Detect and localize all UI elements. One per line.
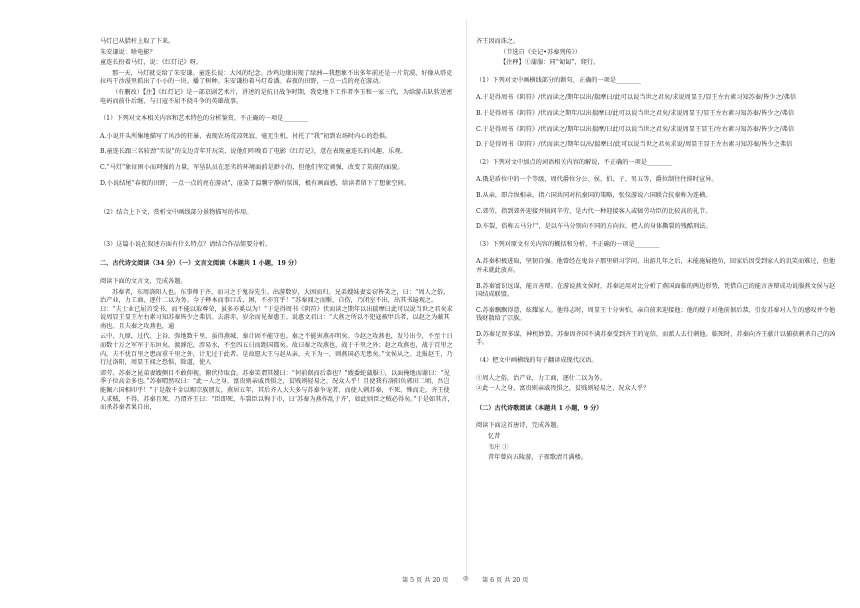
poem-line: 昔年曾向五陵游，子夜歌清月满楼。 [488,454,587,462]
poem-title: 忆昔 [488,433,501,441]
annotation-note: 【注释】①蒲服：同“匍匐”，爬行。 [500,59,600,67]
section-heading: 二、古代诗文阅读（34 分）（一）文言文阅读（本题共 1 小题，19 分） [100,260,301,268]
page-number-left: 第 5 页 共 20 页 [402,577,449,584]
story-note: （有删改）【注】《红灯记》是一部京剧艺术片，讲述的是抗日战争时期，我党地下工作者李玉和一家三代，为给游击队转送密电码而前仆后继、与日寇不屈不挠斗争的英雄故事。 [100,88,453,105]
option-c: C.于是得周书《阴符》/伏而读之/期年以出揣摩/曰此可以说当世之君矣/求说周显王显王/左右素习知苏秦/皆少之/弗信 [476,125,795,133]
passage-end: 齐王因而诛之。 [476,38,520,45]
instruction: 阅读下面这首唐诗，完成各题。 [476,422,563,430]
story-paragraph: 马灯已从腊杆上取了下来。 [100,38,175,45]
poem-author: 韦庄 ① [488,443,509,451]
option-a: A.于是得周书《阴符》/伏而读之/期年以出/揣摩曰/此可以说当世之君矣/求说周显王/显王左右素习知苏秦/皆少之/弗信 [476,94,797,102]
story-paragraph: 朱安谦说：啥电影？ [100,48,156,56]
page-divider [466,20,467,580]
binding-mark-icon: ◎ [463,575,469,582]
option-b: B.于是得周书《阴符》/伏而读之期年/以出揣摩曰/此可以说当世之君矣/求说周显王/显王左右素习知苏秦/皆少之/弗信 [476,109,795,117]
story-paragraph: 童连长扮着马灯，说：《红灯记》呀。 [100,59,203,67]
option-a: A.小说开头所集地描写了风沙的狂暴，表现农场荒凉死寂、毫无生机，衬托了“我”初到农场时内心的恐惧。 [100,132,392,140]
question-2: （2）结合上下文，赏析文中画线部分景物描写的作用。 [100,209,253,217]
option-d: D.苏秦足智多谋，神机妙算。苏秦因齐国不满苏秦受到齐王的宠信，而派人去行刺他。临死时，苏秦向齐王献计以捕获刺杀自己的凶手。 [476,330,836,347]
page-number-right: 第 6 页 共 20 页 [482,577,529,584]
right-page [468,0,860,608]
source-citation: （节选自《史记•苏秦列传》） [500,48,581,56]
question-1: （1）下列对文中画横线部分的断句，正确的一项是________ [476,76,641,84]
option-b: B.苏秦富识远谋，能言善辩。在游说燕文侯时，苏秦运用对比分析了燕国面临的两边形势，凭借自己的能言善辩成功说服燕文侯与赵国结成联盟。 [476,282,836,299]
translation-item: ②此一人之身，富贵则亲戚畏惧之，贫贱则轻易之，况众人乎？ [476,385,650,393]
option-c: C.苏秦飘飘得意，炫耀家人。他得志时，周显王十分害怕，亲自前来迎接他；他的嫂子对他前倨后恭，引发苏秦对人生的感叹并令他钱财散给了宗族。 [476,306,836,323]
question-1: （1）下列对文本相关内容和艺术特色的分析鉴赏，不正确的一项是________ [100,115,309,123]
option-d: D.于是得周书《阴符》/伏而读之/期年以出/揣摩曰/此可以说当世之君矣求说/周显王显王左右素习知苏秦/皆少之弗信 [476,141,793,149]
option-c: C.“马灯”象征困小而珂强的力量，军垦队员在恶劣的环境面前是渺小的，但他们坚定顽强，改变了荒漠的面貌。 [100,163,404,171]
question-3: （3）这篇小说在叙述方面有什么特点？请结合作品简要分析。 [100,240,271,248]
classical-passage: 苏秦者，东周洛阳人也。东事师于齐，而习之于鬼谷先生。出游数岁，大困而归。兄弟嫂妹妻妾窃皆笑之，曰：“周人之俗，治产业，力工商，逐什二以为务。今子释本而事口舌，困，不亦宜乎！”苏秦闻之而惭，自伤，乃闭室不出，出其书遍观之。曰：“夫士业已屈首受书，而不能以取尊荣，虽多亦奚以为！”于是得周书《阴符》伏而读之期年以出揣摩曰此可以说当世之君矣求说周显王显王左右素习知苏秦皆少之弗信。去游赤，岁余而见秦惠王。说惠文君曰：“大燕之所以不犯寇被甲兵者，以赵之为蔽其南也。且夫秦之攻燕也，逾 [100,288,453,330]
story-paragraph: 那一天，马灯就交给了朱安谦。童连长说：大风的纪念。沙鸡边缘出现了绿洲—我想象不出多年前还是一片荒漠，好像从塔克拉玛干沙漠里抓出了小小的一块。播了树种。朱安谦扮着马灯看潘。春夜的田野，一点一点的亮在游动。 [100,69,453,86]
option-d: D.车裂，俗称五马分尸，是以车马分别向不同的方向拉，把人的身体撕裂的残酷刑法。 [476,223,712,231]
translation-item: ①周人之俗，治产业，力工商，逐什二以为务。 [476,374,606,382]
instruction: 阅读下面的文言文，完成各题。 [100,277,187,285]
question-4: （4）把文中画横线的句子翻译成现代汉语。 [476,357,598,365]
question-3: （3）下列对原文有关内容的概括和分析，不正确的一项是________ [476,240,660,248]
option-c: C.郊劳，指到郊外迎接并犒问辛劳，是古代一种迎接客人或犒劳功臣的比较高的礼节。 [476,207,712,215]
option-d: D.小说结尾“春夜的田野，一点一点的亮在游动”，渲染了温馨宁静的氛围，极有画面感，给读者留下了想象空间。 [100,179,411,187]
option-b: B.童连长跟三名较劲“实说”的支边青年开玩笑，说他们咋晚看了电影《红灯记》，意在表现童连长的风趣、乐观。 [100,148,407,156]
section-heading: （二）古代诗歌阅读（本题共 1 小题，9 分） [476,404,603,412]
question-2: （2）下列对文中加点的词语相关内容的解说，不正确的一项是________ [476,158,672,166]
option-a: A.俄是盾位中的一个等级，周代爵位分公、侯、伯、子、男五等，爵位制往往排时宣异。 [476,176,718,184]
classical-passage: 郊劳。苏秦之昆弟妻嫂侧目不敢仰视，俯伏侍取食。苏秦笑谓其嫂曰：“何前倨而后恭也？”嫂委蛇蒲服①，以面掩地而谢曰：“见季子位高金多也。”苏秦喟然叹曰：“此一人之身，富贵则亲戚畏惧之，贫贱则轻易之，况众人乎！且使我有洛阳负郭田二顷，吾岂能佩六国相印乎！”于是散千金以赐宗族朋友。燕居五年，其后齐人大夫多与苏秦争宠者，而使人刺苏秦，不死，殊而走。齐王使人求贼，不得。苏秦且死，乃谓齐王曰：“臣即死，车裂臣以徇于市，曰‘苏秦为燕作乱于齐’，如此则臣之贼必得矣。”于是如其言，而杀苏秦者果自出， [100,369,454,412]
classical-passage: 云中、九原，过代、上谷，弥地数千里，虽得燕城，秦计固不能守也。秦之不能害燕亦明矣。今赵之攻燕也，发号出令，不至十日而数十万之军军于东垣矣。渡滹沱，涉易水，不至四五日而距国都矣。故曰秦之攻燕也，战于千里之外；赵之攻燕也，战于百里之内。夫不忧百里之患而重千里之外，计无过于此者。是故愿大王与赵从亲，天下为一，则燕国必无患矣。”文侯从之。北报赵王，乃行过洛阳，周显王闻之恐惧，除道，使人 [100,333,453,367]
option-a: A.苏秦积极进取，坚韧自强。他曾经在鬼谷子那里研习学问，出游几年之后，未能施展抱负，回家后因受到家人的讥笑而难过，但他并未就此放弃。 [476,258,836,274]
option-b: B.从亲，即合纵相亲，指六国共同对抗秦国的策略，张仪游说六国联合抗秦称为连横。 [476,191,712,199]
